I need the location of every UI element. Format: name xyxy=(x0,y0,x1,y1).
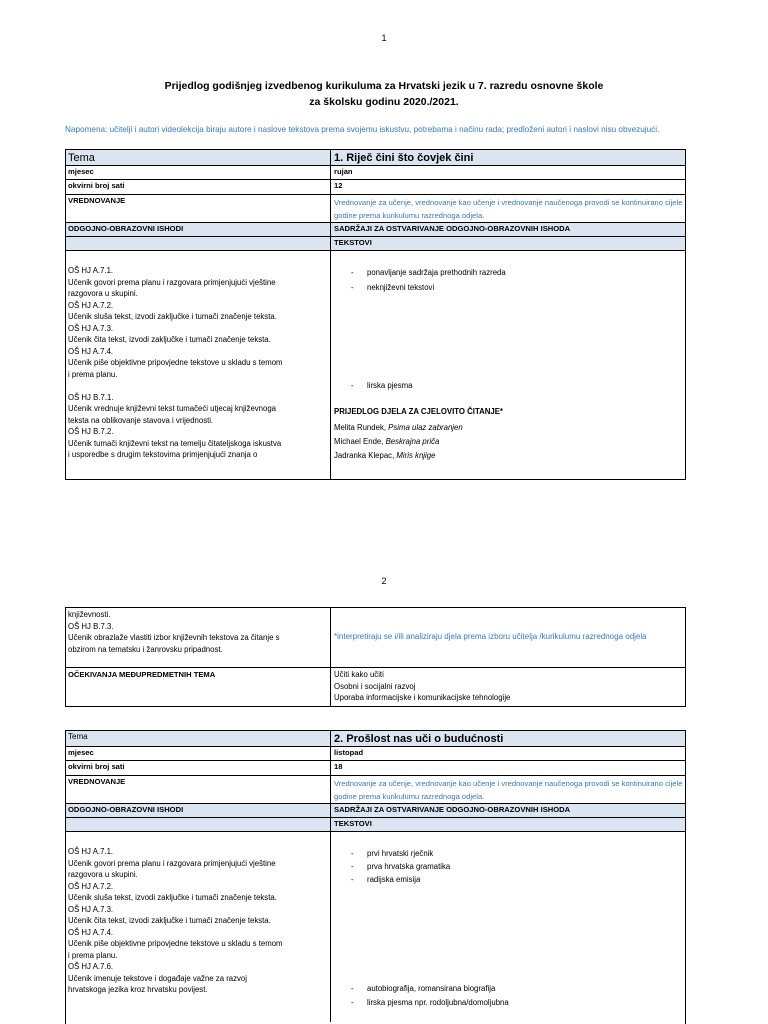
ocekivanja-row xyxy=(65,668,686,707)
ishodi-list xyxy=(65,251,330,480)
vrednovanje-label: VREDNOVANJE xyxy=(68,196,126,205)
tema-row-2 xyxy=(65,730,686,747)
reading-item: Jadranka Klepac, Miris knjige xyxy=(334,451,436,460)
vrednovanje-row xyxy=(65,195,686,223)
ishod-line: Učenik sluša tekst, izvodi zaključke i tumači značenje teksta. xyxy=(68,312,277,321)
ishod-line: i usporedbe s drugim tekstovima primjenjujući znanja o xyxy=(68,450,258,459)
mjesec-label: mjesec xyxy=(68,167,94,176)
ishod-line: OŠ HJ A.7.2. xyxy=(68,300,114,310)
ishod-line: Učenik imenuje tekstove i događaje važne za razvoj xyxy=(68,973,247,983)
ishod-line: OŠ HJ A.7.1. xyxy=(68,266,114,275)
sati-row-2 xyxy=(65,761,686,776)
content-item: - prva hrvatska gramatika xyxy=(351,862,451,871)
content-item: - ponavljanje sadržaja prethodnih razreda xyxy=(351,268,506,277)
content-item: - prvi hrvatski rječnik xyxy=(351,849,434,858)
tema-value: 1. Riječ čini što čovjek čini xyxy=(330,150,686,165)
sati-value: 12 xyxy=(330,180,686,194)
document-subtitle: za školsku godinu 2020./2021. xyxy=(309,96,459,108)
mjesec-row xyxy=(65,166,686,180)
reading-heading: PRIJEDLOG DJELA ZA CJELOVITO ČITANJE* xyxy=(334,407,503,416)
content-item: - neknjiževni tekstovi xyxy=(351,283,435,292)
content-item: - radijska emisija xyxy=(351,875,421,884)
tema-label-2: Tema xyxy=(68,732,88,741)
content-row xyxy=(65,251,686,480)
tekstovi-row-2 xyxy=(65,818,686,832)
ishod-line: Učenik čita tekst, izvodi zaključke i tumači značenje teksta. xyxy=(68,916,271,925)
reading-item: Melita Rundek, Psima ulaz zabranjen xyxy=(334,423,463,432)
ocekivanje-item: Učiti kako učiti xyxy=(334,670,384,679)
sati-row xyxy=(65,180,686,195)
tekstovi-label: TEKSTOVI xyxy=(330,237,686,250)
ishod-line: hrvatskoga jezika kroz hrvatsku povijest. xyxy=(68,985,208,994)
ishod-line: razgovora u skupini. xyxy=(68,870,138,879)
continuation-list xyxy=(65,608,330,667)
vrednovanje-label-2: VREDNOVANJE xyxy=(68,777,126,786)
ishodi-list-2 xyxy=(65,832,330,1022)
ocekivanja-label: OČEKIVANJA MEĐUPREDMETNIH TEMA xyxy=(68,670,216,679)
ishod-line: Učenik čita tekst, izvodi zaključke i tumači značenje teksta. xyxy=(68,335,271,344)
ocekivanje-item: Osobni i socijalni razvoj xyxy=(334,681,416,691)
ishod-line: i prema planu. xyxy=(68,369,118,379)
tekstovi-row xyxy=(65,237,686,251)
content-list xyxy=(330,251,686,480)
ishod-line: OŠ HJ A.7.4. xyxy=(68,927,114,937)
page-number-1: 1 xyxy=(381,33,387,43)
ishod-line: obzirom na tematsku i žanrovsku pripadnost. xyxy=(68,644,223,654)
ishod-line: Učenik obrazlaže vlastiti izbor književnih tekstova za čitanje s xyxy=(68,633,280,642)
ishod-line: Učenik tumači književni tekst na temelju čitateljskoga iskustva xyxy=(68,438,282,448)
ishod-line: Učenik govori prema planu i razgovara primjenjujući vještine xyxy=(68,858,276,868)
vrednovanje-value-2: Vrednovanje za učenje, vrednovanje kao učenje i vrednovanje naučenoga provodi se kontinuirano cijele godine prema kurikulumu razrednoga odjela. xyxy=(330,776,686,803)
ishod-line: teksta na oblikovanje stavova i vrijednosti. xyxy=(68,415,214,425)
ocekivanje-item: Uporaba informacijske i komunikacijske tehnologije xyxy=(334,693,511,702)
reading-list xyxy=(334,421,463,463)
vrednovanje-value: Vrednovanje za učenje, vrednovanje kao učenje i vrednovanje naučenoga provodi se kontinuirano cijele godine prema kurikulumu razrednoga odjela. xyxy=(330,195,686,222)
interpret-note: *interpretiraju se i/ili analiziraju djela prema izboru učitelja /kurikulumu razrednoga odjela xyxy=(330,608,686,667)
spacer xyxy=(68,380,327,392)
sati-label-2: okvirni broj sati xyxy=(68,762,125,771)
content-item: - autobiografija, romansirana biografija xyxy=(351,984,496,993)
ishod-line: OŠ HJ B.7.3. xyxy=(68,621,114,631)
content-item: - lirska pjesma npr. rodoljubna/domoljubna xyxy=(351,998,509,1007)
ishod-line: Učenik vrednuje književni tekst tumačeći utjecaj književnoga xyxy=(68,404,277,413)
ishod-line: OŠ HJ A.7.3. xyxy=(68,323,114,333)
sadrzaji-label-2: SADRŽAJI ZA OSTVARIVANJE ODGOJNO-OBRAZOVNIH ISHODA xyxy=(330,804,686,817)
ishod-line: OŠ HJ A.7.4. xyxy=(68,346,114,356)
sati-label: okvirni broj sati xyxy=(68,181,125,190)
mjesec-value: rujan xyxy=(330,166,686,179)
sadrzaji-label: SADRŽAJI ZA OSTVARIVANJE ODGOJNO-OBRAZOVNIH ISHODA xyxy=(330,223,686,236)
ishod-line: OŠ HJ B.7.1. xyxy=(68,392,114,402)
ishod-line: OŠ HJ A.7.1. xyxy=(68,847,114,856)
tekstovi-label-2: TEKSTOVI xyxy=(330,818,686,831)
ishod-line: i prema planu. xyxy=(68,950,118,960)
ishod-line: OŠ HJ B.7.2. xyxy=(68,427,114,436)
mjesec-row-2 xyxy=(65,747,686,761)
ishod-line: OŠ HJ A.7.6. xyxy=(68,962,114,971)
note-text: Napomena: učitelji i autori videolekcija biraju autore i naslove tekstova prema svojemu iskustvu, potrebama i načinu rada; predloženi autori i naslovi nisu obvezujući. xyxy=(65,125,660,134)
content-row-2 xyxy=(65,832,686,1022)
ishodi-header-row-2 xyxy=(65,804,686,818)
ishod-line: Učenik govori prema planu i razgovara primjenjujući vještine xyxy=(68,277,276,287)
mjesec-label-2: mjesec xyxy=(68,748,94,757)
continuation-row xyxy=(65,607,686,668)
ishod-line: Učenik piše objektivne pripovjedne tekstove u skladu s temom xyxy=(68,358,283,367)
ishod-line: Učenik piše objektivne pripovjedne tekstove u skladu s temom xyxy=(68,939,283,948)
ishod-line: književnosti. xyxy=(68,610,111,619)
ishod-line: OŠ HJ A.7.3. xyxy=(68,904,114,914)
reading-item: Michael Ende, Beskrajna priča xyxy=(334,437,440,446)
tema-value-2: 2. Prošlost nas uči o budućnosti xyxy=(330,731,686,746)
ishodi-header-row xyxy=(65,223,686,237)
ishod-line: Učenik sluša tekst, izvodi zaključke i tumači značenje teksta. xyxy=(68,893,277,902)
sati-value-2: 18 xyxy=(330,761,686,775)
ishod-line: razgovora u skupini. xyxy=(68,289,138,298)
content-item: - lirska pjesma xyxy=(351,381,413,390)
ocekivanja-list xyxy=(330,668,686,707)
ishodi-label-2: ODGOJNO-OBRAZOVNI ISHODI xyxy=(68,805,184,814)
vrednovanje-row-2 xyxy=(65,776,686,804)
ishodi-label: ODGOJNO-OBRAZOVNI ISHODI xyxy=(68,224,184,233)
document-title: Prijedlog godišnjeg izvedbenog kurikuluma za Hrvatski jezik u 7. razredu osnovne škole xyxy=(164,80,604,92)
mjesec-value-2: listopad xyxy=(330,747,686,760)
tema-row xyxy=(65,149,686,166)
page-number-2: 2 xyxy=(381,576,387,586)
tema-label: Tema xyxy=(68,152,95,164)
content-list-2 xyxy=(330,832,686,1022)
ishod-line: OŠ HJ A.7.2. xyxy=(68,881,114,891)
